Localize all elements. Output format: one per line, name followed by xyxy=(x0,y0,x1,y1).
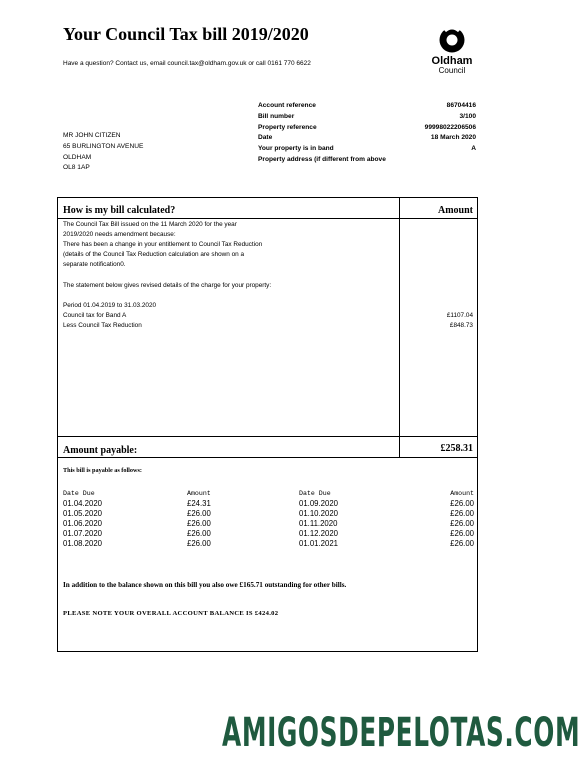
other-bills-note: In addition to the balance shown on this bill you also owe £165.71 outstanding for other bills. xyxy=(63,581,347,589)
due-amount: £26.00 xyxy=(450,519,474,529)
due-amount: £26.00 xyxy=(450,499,474,509)
recipient-address xyxy=(63,131,143,174)
ref-label: Account reference xyxy=(258,102,316,109)
address-line: OL8 1AP xyxy=(63,164,90,172)
reduction-amount: £848.73 xyxy=(449,322,473,329)
due-amount: £26.00 xyxy=(187,519,211,529)
date-due-header: Date Due xyxy=(299,490,331,497)
explain-line: The statement below gives revised details of the charge for your property: xyxy=(63,281,272,289)
ref-row xyxy=(258,144,476,155)
ref-value: 3/100 xyxy=(459,112,476,120)
amount-header: Amount xyxy=(450,490,474,497)
ref-row xyxy=(258,112,476,123)
logo-sub: Council xyxy=(438,66,466,75)
due-date: 01.07.2020 xyxy=(63,529,103,539)
amount-header: Amount xyxy=(187,490,211,497)
due-date: 01.12.2020 xyxy=(299,529,339,539)
due-date: 01.10.2020 xyxy=(299,509,339,519)
calc-explanation xyxy=(63,220,393,331)
schedule-dates-left xyxy=(63,489,102,550)
explain-line: (details of the Council Tax Reduction calculation are shown on a xyxy=(63,251,245,259)
amount-payable-label: Amount payable: xyxy=(63,445,138,456)
due-date: 01.05.2020 xyxy=(63,509,103,519)
contact-line: Have a question? Contact us, email council.tax@oldham.gov.uk or call 0161 770 6622 xyxy=(63,60,311,67)
due-date: 01.09.2020 xyxy=(299,499,339,509)
address-line: 65 BURLINGTON AVENUE xyxy=(63,142,144,150)
schedule-amounts-right xyxy=(450,489,474,550)
due-amount: £26.00 xyxy=(187,539,211,549)
schedule-dates-right xyxy=(299,489,338,550)
explain-line: 2019/2020 needs amendment because: xyxy=(63,231,176,239)
ref-value: 86704416 xyxy=(446,102,476,109)
ref-label: Bill number xyxy=(258,112,295,120)
due-amount: £26.00 xyxy=(450,529,474,539)
address-line: OLDHAM xyxy=(63,153,92,161)
explain-line: The Council Tax Bill issued on the 11 March 2020 for the year xyxy=(63,221,237,228)
due-amount: £24.31 xyxy=(187,499,211,509)
ref-row xyxy=(258,101,476,112)
schedule-amounts-left xyxy=(187,489,211,550)
explain-line xyxy=(63,291,393,301)
due-date: 01.06.2020 xyxy=(63,519,103,529)
address-line: MR JOHN CITIZEN xyxy=(63,132,121,139)
bill-title: Your Council Tax bill 2019/2020 xyxy=(63,24,309,44)
column-divider xyxy=(399,198,400,457)
due-date: 01.04.2020 xyxy=(63,499,103,509)
date-due-header: Date Due xyxy=(63,490,95,497)
ref-value: 99998022206506 xyxy=(424,123,476,131)
ref-row xyxy=(258,133,476,144)
amount-payable-value: £258.31 xyxy=(440,443,473,454)
amount-heading: Amount xyxy=(437,205,473,216)
due-amount: £26.00 xyxy=(187,529,211,539)
oldham-logo-icon xyxy=(439,22,465,54)
calc-heading: How is my bill calculated? xyxy=(63,205,176,216)
explain-line: separate notification0. xyxy=(63,261,126,269)
council-logo xyxy=(418,22,486,75)
ref-label: Property reference xyxy=(258,123,317,131)
explain-line: Period 01.04.2019 to 31.03.2020 xyxy=(63,301,157,309)
payable-bottom-divider xyxy=(58,457,477,458)
ref-row xyxy=(258,123,476,134)
explain-line: Council tax for Band A xyxy=(63,311,127,319)
band-charge-amount: £1107.04 xyxy=(446,312,473,319)
ref-label: Property address (if different from above xyxy=(258,155,386,163)
explain-line: Less Council Tax Reduction xyxy=(63,321,142,329)
due-date: 01.08.2020 xyxy=(63,539,103,549)
due-amount: £26.00 xyxy=(187,509,211,519)
ref-label: Date xyxy=(258,134,273,142)
bill-table xyxy=(57,197,478,652)
payable-top-divider xyxy=(58,436,477,437)
watermark-text: AMIGOSDEPELOTAS.COM xyxy=(222,710,580,756)
payable-note: This bill is payable as follows: xyxy=(63,467,142,474)
ref-row xyxy=(258,155,476,166)
due-date: 01.01.2021 xyxy=(299,539,339,549)
ref-value: A xyxy=(471,145,476,153)
header-divider xyxy=(58,218,477,219)
overall-balance-note: PLEASE NOTE YOUR OVERALL ACCOUNT BALANCE IS £424.02 xyxy=(63,610,279,617)
due-date: 01.11.2020 xyxy=(299,519,338,529)
ref-value: 18 March 2020 xyxy=(430,134,476,142)
due-amount: £26.00 xyxy=(450,539,474,549)
explain-line xyxy=(63,270,393,280)
logo-name: Oldham xyxy=(431,55,473,67)
ref-label: Your property is in band xyxy=(258,145,334,153)
reference-block xyxy=(258,101,476,166)
explain-line: There has been a change in your entitlement to Council Tax Reduction xyxy=(63,241,263,249)
due-amount: £26.00 xyxy=(450,509,474,519)
